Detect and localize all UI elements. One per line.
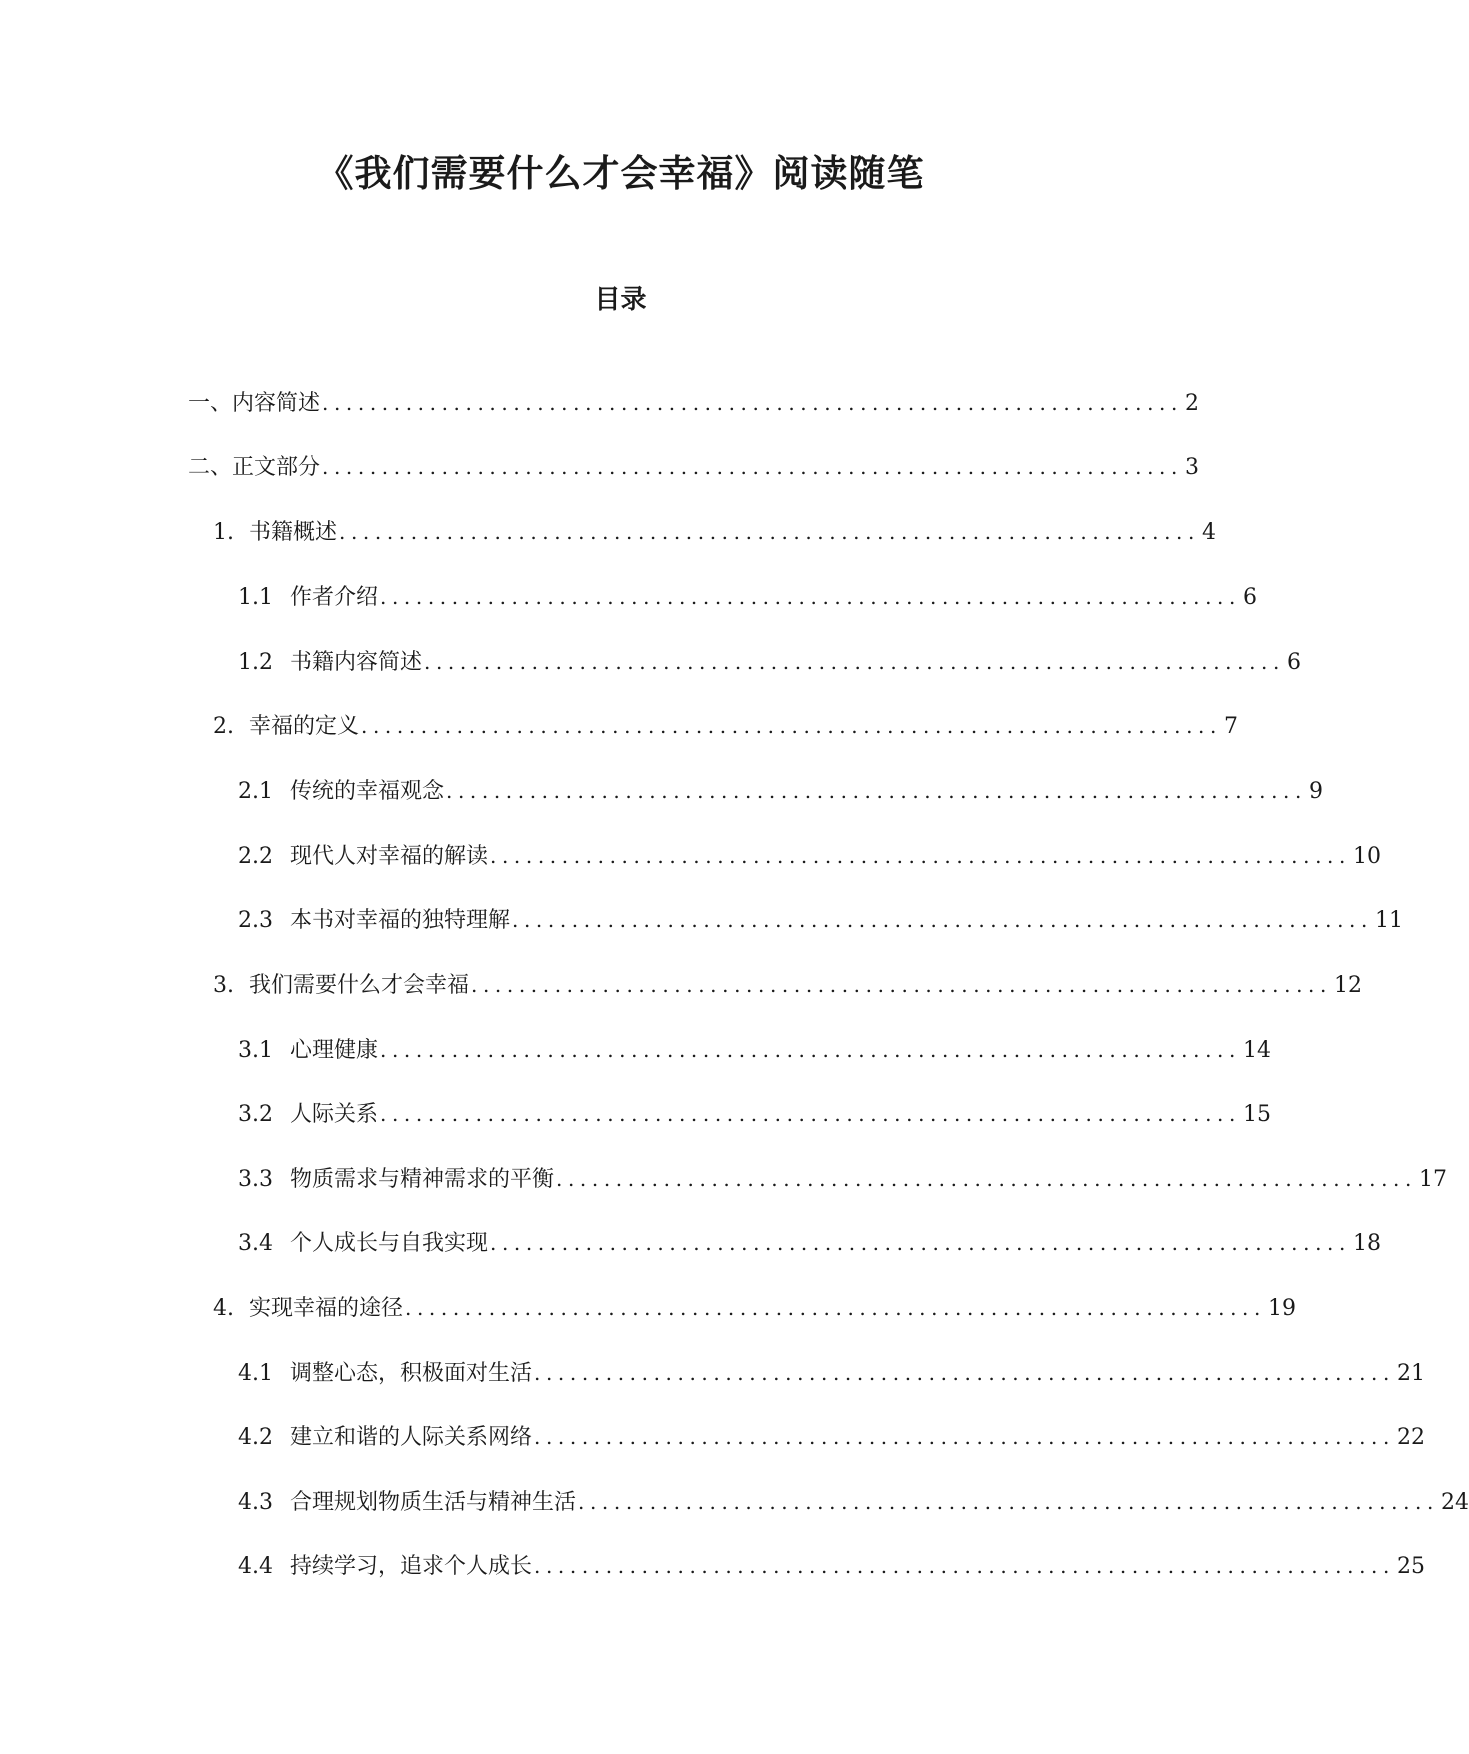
toc-entry[interactable] xyxy=(238,645,1301,679)
toc-entry-number: 1.2 xyxy=(238,650,273,675)
toc-entry-title: 我们需要什么才会幸福 xyxy=(249,973,470,998)
toc-entry-number: 2. xyxy=(213,714,234,739)
toc-entry[interactable] xyxy=(238,580,1257,614)
toc-entry[interactable] xyxy=(238,839,1381,873)
toc-leader-dots: ........................................................................ xyxy=(471,973,1332,997)
toc-entry-page: 15 xyxy=(1242,1102,1271,1127)
toc-leader-dots: ........................................................................ xyxy=(339,520,1200,544)
toc-leader-dots: ........................................................................ xyxy=(556,1167,1417,1191)
toc-entry[interactable] xyxy=(238,774,1323,808)
toc-entry-title: 心理健康 xyxy=(290,1038,379,1063)
toc-leader-dots: ........................................................................ xyxy=(490,1231,1351,1255)
toc-entry[interactable] xyxy=(238,1162,1447,1196)
toc-entry-page: 7 xyxy=(1223,714,1238,739)
toc-entry-number: 1.1 xyxy=(238,585,273,610)
toc-entry[interactable] xyxy=(238,1226,1381,1260)
toc-entry-page: 12 xyxy=(1333,973,1362,998)
toc-entry-title: 幸福的定义 xyxy=(249,714,360,739)
toc-leader-dots: ........................................................................ xyxy=(380,585,1241,609)
toc-entry-page: 9 xyxy=(1308,779,1323,804)
toc-leader-dots: ........................................................................ xyxy=(578,1490,1439,1514)
toc-entry[interactable] xyxy=(238,903,1403,937)
toc-entry-title: 持续学习，追求个人成长 xyxy=(290,1554,533,1579)
toc-entry-title: 个人成长与自我实现 xyxy=(290,1231,489,1256)
document-title: 《我们需要什么才会幸福》阅读随笔 xyxy=(316,151,925,195)
toc-leader-dots: ........................................................................ xyxy=(405,1296,1266,1320)
toc-entry-number: 3.3 xyxy=(238,1167,273,1192)
toc-entry-number: 3.4 xyxy=(238,1231,273,1256)
toc-entry-number: 3.2 xyxy=(238,1102,273,1127)
toc-entry[interactable] xyxy=(213,515,1216,549)
toc-entry-page: 19 xyxy=(1267,1296,1296,1321)
toc-entry-title: 书籍内容简述 xyxy=(290,650,423,675)
toc-entry-number: 3. xyxy=(213,973,234,998)
toc-entry-title: 建立和谐的人际关系网络 xyxy=(290,1425,533,1450)
toc-entry[interactable] xyxy=(238,1549,1425,1583)
toc-entry-page: 6 xyxy=(1242,585,1257,610)
toc-entry-title: 本书对幸福的独特理解 xyxy=(290,908,511,933)
toc-entry[interactable] xyxy=(238,1485,1469,1519)
toc-entry[interactable] xyxy=(188,386,1199,420)
toc-entry-title: 实现幸福的途径 xyxy=(249,1296,404,1321)
toc-entry-number: 4. xyxy=(213,1296,234,1321)
toc-entry-page: 25 xyxy=(1396,1554,1425,1579)
toc-entry[interactable] xyxy=(213,709,1238,743)
toc-entry-page: 3 xyxy=(1184,455,1199,480)
toc-entry-page: 2 xyxy=(1184,391,1199,416)
toc-entry-number: 3.1 xyxy=(238,1038,273,1063)
toc-entry-title: 二、正文部分 xyxy=(188,455,321,480)
toc-entry-title: 人际关系 xyxy=(290,1102,379,1127)
toc-entry-page: 6 xyxy=(1286,650,1301,675)
toc-entry-number: 4.4 xyxy=(238,1554,273,1579)
toc-entry-page: 17 xyxy=(1418,1167,1447,1192)
toc-entry-title: 一、内容简述 xyxy=(188,391,321,416)
toc-entry-number: 2.2 xyxy=(238,844,273,869)
toc-entry-page: 11 xyxy=(1374,908,1403,933)
toc-entry[interactable] xyxy=(238,1356,1425,1390)
toc-entry[interactable] xyxy=(188,450,1199,484)
toc-leader-dots: ........................................................................ xyxy=(512,908,1373,932)
toc-entry-title: 现代人对幸福的解读 xyxy=(290,844,489,869)
toc-entry-number: 4.2 xyxy=(238,1425,273,1450)
toc-entry-title: 作者介绍 xyxy=(290,585,379,610)
toc-leader-dots: ........................................................................ xyxy=(424,650,1285,674)
toc-entry[interactable] xyxy=(213,1291,1296,1325)
toc-entry[interactable] xyxy=(213,968,1362,1002)
toc-entry-page: 24 xyxy=(1440,1490,1469,1515)
toc-heading: 目录 xyxy=(594,285,647,315)
toc-leader-dots: ........................................................................ xyxy=(490,844,1351,868)
toc-entry[interactable] xyxy=(238,1097,1271,1131)
toc-leader-dots: ........................................................................ xyxy=(534,1425,1395,1449)
toc-entry-page: 18 xyxy=(1352,1231,1381,1256)
toc-leader-dots: ........................................................................ xyxy=(361,714,1222,738)
toc-entry-page: 10 xyxy=(1352,844,1381,869)
toc-leader-dots: ........................................................................ xyxy=(322,391,1183,415)
toc-entry-number: 2.1 xyxy=(238,779,273,804)
toc-leader-dots: ........................................................................ xyxy=(534,1361,1395,1385)
toc-entry-number: 1. xyxy=(213,520,234,545)
toc-leader-dots: ........................................................................ xyxy=(380,1038,1241,1062)
toc-entry-number: 2.3 xyxy=(238,908,273,933)
toc-leader-dots: ........................................................................ xyxy=(446,779,1307,803)
toc-entry-page: 22 xyxy=(1396,1425,1425,1450)
toc-entry-title: 物质需求与精神需求的平衡 xyxy=(290,1167,555,1192)
toc-leader-dots: ........................................................................ xyxy=(534,1554,1395,1578)
toc-entry-page: 4 xyxy=(1201,520,1216,545)
toc-entry[interactable] xyxy=(238,1033,1271,1067)
toc-entry-number: 4.3 xyxy=(238,1490,273,1515)
toc-entry-page: 21 xyxy=(1396,1361,1425,1386)
toc-entry-title: 合理规划物质生活与精神生活 xyxy=(290,1490,577,1515)
toc-leader-dots: ........................................................................ xyxy=(380,1102,1241,1126)
toc-entry-title: 调整心态，积极面对生活 xyxy=(290,1361,533,1386)
toc-entry-page: 14 xyxy=(1242,1038,1271,1063)
toc-leader-dots: ........................................................................ xyxy=(322,455,1183,479)
toc-entry-title: 书籍概述 xyxy=(249,520,338,545)
toc-entry-number: 4.1 xyxy=(238,1361,273,1386)
toc-entry[interactable] xyxy=(238,1420,1425,1454)
toc-entry-title: 传统的幸福观念 xyxy=(290,779,445,804)
